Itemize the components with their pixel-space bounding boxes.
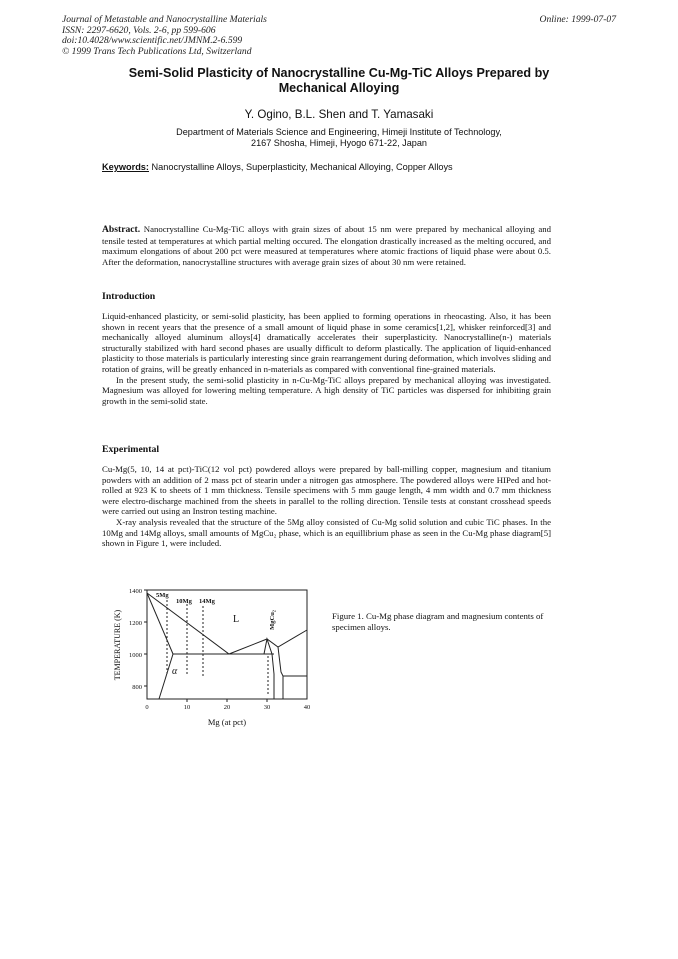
y-tick-800: 800 [132, 684, 142, 691]
label-liquid: L [233, 614, 240, 625]
journal-issn: ISSN: 2297-6620, Vols. 2-6, pp 599-606 [62, 24, 216, 36]
solvus-line [159, 654, 173, 699]
paper-title [62, 66, 616, 95]
y-tick-1000: 1000 [129, 652, 142, 659]
y-axis-label: TEMPERATURE (K) [113, 609, 122, 681]
introduction-paragraph-2: In the present study, the semi-solid plasticity in n-Cu-Mg-TiC alloys prepared by mechanical alloying was investigated. Magnesium was alloyed for lowering melting temperature. A high density of TiC particles was dispersed for inhibiting grain growth in the semi-solid state. [102, 374, 551, 406]
x-tick-10: 10 [183, 704, 191, 711]
journal-copyright: © 1999 Trans Tech Publications Ltd, Switzerland [62, 45, 252, 57]
mgcu2-field-right [278, 647, 283, 699]
figure-1-caption: Figure 1. Cu-Mg phase diagram and magnesium contents of specimen alloys. [332, 611, 544, 632]
online-date: Online: 1999-07-07 [539, 14, 616, 25]
abstract-label: Abstract. [102, 224, 141, 235]
label-mgcu2: MgCu₂ [269, 610, 276, 630]
journal-doi: doi:10.4028/www.scientific.net/JMNM.2-6.599 [62, 35, 243, 47]
phase-diagram-svg [102, 584, 322, 730]
introduction-paragraph-1: Liquid-enhanced plasticity, or semi-solid plasticity, has been applied to forming operations in rheocasting. Also, it has been shown in recent years that the presence of a small amount of liquid phase in some ceramics[1,2], whisker reinforced[3] and mechanically alloyed aluminum alloys[4] dramatically accelerates their superplasticity. Nanocrystalline(n-) materials structurally stabilized with hard second phases are usually difficult to deform plastically. The application of liquid-enhanced plasticity to those materials is particularly interesting since grain rearrangement during deformation, which involves sliding and rotation of grains, will be greatly enhanced in n-materials as compared with conventional fine-grained materials. [102, 311, 551, 374]
label-14mg: 14Mg [199, 598, 215, 605]
paper-title-line-1: Semi-Solid Plasticity of Nanocrystalline Cu-Mg-TiC Alloys Prepared by [128, 66, 550, 80]
x-tick-0: 0 [145, 704, 149, 711]
abstract-text: Nanocrystalline Cu-Mg-TiC alloys with grain sizes of about 15 nm were prepared by mechanical alloying and tensile tested at temperatures at which partial melting occured. The elongation drastically increased as the melting occured, and maximum elongations of about 200 pct were measured at temperatures where atomic fractions of liquid phase were about 0.5. After the deformation, nanocrystalline structures with average grain sizes of about 30 nm were retained. [102, 224, 551, 267]
experimental-paragraph-1: Cu-Mg(5, 10, 14 at pct)-TiC(12 vol pct) powdered alloys were prepared by ball-milling copper, magnesium and titanium powders with an addition of 2 mass pct of stearin under a nitrogen gas atmosphere. The powdered alloys were HIPed and hot-rolled at 923 K to sheets of 1 mm thickness. Tensile specimens with 5 mm gauge length, 4 mm width and 0.7 mm thickness were electro-discharge machined from the sheets in parallel to the rolling direction. Tensile tests at constant crosshead speeds were carried out using an Instron testing machine. [102, 464, 551, 517]
label-10mg: 10Mg [176, 598, 192, 605]
keywords [102, 162, 592, 172]
keywords-text: Nanocrystalline Alloys, Superplasticity, Mechanical Alloying, Copper Alloys [148, 162, 453, 172]
affiliation-line-1: Department of Materials Science and Engineering, Himeji Institute of Technology, [176, 127, 502, 137]
affiliation [62, 127, 616, 149]
journal-header [62, 15, 616, 57]
abstract [102, 224, 551, 267]
keywords-label: Keywords: [102, 162, 149, 172]
x-tick-40: 40 [303, 704, 311, 711]
journal-name: Journal of Metastable and Nanocrystalline Materials [62, 14, 267, 25]
paper-title-line-2: Mechanical Alloying [278, 80, 400, 95]
section-heading-introduction: Introduction [102, 291, 156, 302]
x-tick-30: 30 [263, 704, 271, 711]
experimental-body [102, 464, 551, 549]
section-heading-experimental: Experimental [102, 444, 160, 455]
label-5mg: 5Mg [156, 592, 169, 599]
introduction-body [102, 311, 551, 406]
author-list: Y. Ogino, B.L. Shen and T. Yamasaki [244, 108, 434, 121]
affiliation-line-2: 2167 Shosha, Himeji, Hyogo 671-22, Japan [251, 138, 427, 149]
mgcu2-field-left [264, 639, 274, 699]
label-alpha: α [172, 666, 178, 677]
x-tick-20: 20 [223, 704, 231, 711]
y-tick-1400: 1400 [129, 588, 142, 595]
figure-1-phase-diagram [102, 584, 322, 730]
x-axis-label: Mg (at pct) [207, 717, 247, 727]
y-tick-1200: 1200 [129, 620, 142, 627]
liquidus-line [147, 593, 307, 654]
experimental-paragraph-2: X-ray analysis revealed that the structure of the 5Mg alloy consisted of Cu-Mg solid solution and cubic TiC phases. In the 10Mg and 14Mg alloys, small amounts of MgCu₂ phase, which is an equillibrium phase as seen in the Cu-Mg phase diagram[5] shown in Figure 1, were included. [102, 516, 551, 549]
